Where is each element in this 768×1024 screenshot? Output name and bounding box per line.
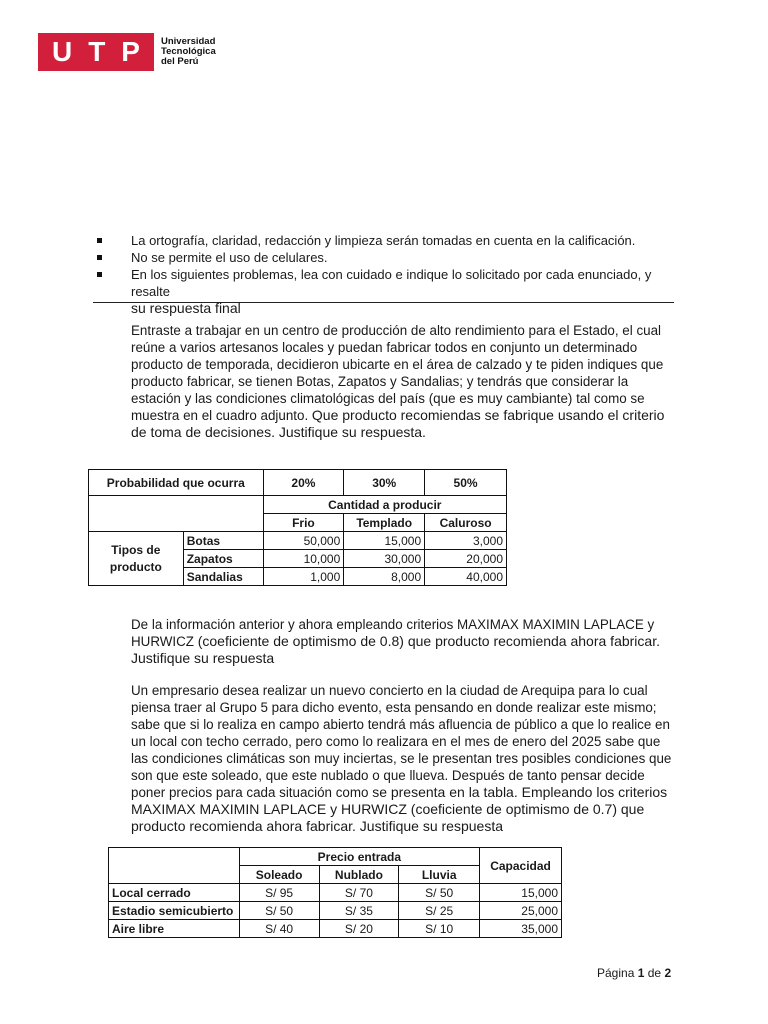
cell-value: 10,000 xyxy=(263,550,344,568)
page-number: 1 xyxy=(637,966,645,980)
logo-letter-p: P xyxy=(121,36,140,67)
row-label: Sandalias xyxy=(183,568,263,586)
logo-line: del Perú xyxy=(161,56,199,67)
probability-value: 30% xyxy=(344,470,425,496)
cell-value: 20,000 xyxy=(425,550,507,568)
probability-label: Probabilidad que ocurra xyxy=(89,470,264,496)
capacity-value: 25,000 xyxy=(480,902,562,920)
row-label: Aire libre xyxy=(109,920,240,938)
logo-mark xyxy=(38,33,154,71)
price-header: Precio entrada xyxy=(239,848,479,866)
production-table xyxy=(88,469,507,586)
concert-table xyxy=(108,847,562,938)
problem-3-text xyxy=(131,682,676,835)
column-header: Lluvia xyxy=(399,866,480,884)
page-footer xyxy=(597,966,671,980)
cell-value: S/ 25 xyxy=(399,902,480,920)
cell-value: 50,000 xyxy=(263,532,344,550)
cell-value: 1,000 xyxy=(263,568,344,586)
problem-2-statement: De la información anterior y ahora empleando criterios MAXIMAX MAXIMIN LAPLACE y HURWICZ xyxy=(131,617,655,649)
instructions-list xyxy=(95,232,685,317)
problem-1-question: Que producto recomiendas se fabrique usando el criterio de toma de decisiones. Justifique su respuesta. xyxy=(131,407,665,440)
instruction-text: La ortografía, claridad, redacción y limpieza serán tomadas en cuenta en la calificación. xyxy=(131,233,636,248)
probability-value: 50% xyxy=(425,470,507,496)
column-header: Caluroso xyxy=(425,514,507,532)
row-group-label: Tipos de producto xyxy=(89,532,184,586)
column-header: Soleado xyxy=(239,866,319,884)
row-label: Botas xyxy=(183,532,263,550)
probability-value: 20% xyxy=(263,470,344,496)
row-label: Estadio semicubierto xyxy=(109,902,240,920)
logo-letter-u: U xyxy=(51,36,73,67)
cell-value: 40,000 xyxy=(425,568,507,586)
cell-value: 15,000 xyxy=(344,532,425,550)
cell-value: S/ 40 xyxy=(239,920,319,938)
cell-value: S/ 20 xyxy=(319,920,399,938)
cell-value: S/ 35 xyxy=(319,902,399,920)
problem-3-statement: Un empresario desea realizar un nuevo concierto en la ciudad de Arequipa para lo cual piensa traer al Grupo 5 para dicho evento, esta pensando en donde realizar este mismo; sabe que si lo realiza en campo abierto tendrá más afluencia de público a que lo realice en un local con techo cerrado, pero como lo realizara en el mes de enero del 2025 sabe que las condiciones climáticas son muy inciertas, se le presentan tres posibles condiciones que son que este soleado, que este nublado o que llueva. Después de tanto pensar decide poner precios para cada situación como xyxy=(131,683,672,800)
column-header: Templado xyxy=(344,514,425,532)
page-label: Página xyxy=(597,966,635,980)
logo-text xyxy=(161,37,216,67)
capacity-value: 15,000 xyxy=(480,884,562,902)
instruction-item xyxy=(95,232,685,249)
logo-line: Universidad xyxy=(161,36,216,47)
problem-2-question: (coeficiente de optimismo de 0.8) que producto recomienda ahora fabricar. Justifique su respuesta xyxy=(131,633,660,666)
logo-letter-t: T xyxy=(88,36,106,67)
cell-value: S/ 50 xyxy=(399,884,480,902)
page-total: 2 xyxy=(664,966,672,980)
empty-cell xyxy=(89,496,264,532)
divider xyxy=(93,302,674,303)
page-of: de xyxy=(647,966,662,980)
instruction-item xyxy=(95,249,685,266)
problem-3-question: se presenta en la tabla. Empleando los criterios MAXIMAX MAXIMIN LAPLACE y HURWICZ (coeficiente de optimismo de 0.7) que producto recomienda ahora fabricar. Justifique su respuesta xyxy=(131,784,668,834)
cell-value: S/ 70 xyxy=(319,884,399,902)
row-label: Local cerrado xyxy=(109,884,240,902)
logo-line: Tecnológica xyxy=(161,46,216,57)
cell-value: S/ 95 xyxy=(239,884,319,902)
quantity-header: Cantidad a producir xyxy=(263,496,506,514)
instruction-text: En los siguientes problemas, lea con cuidado e indique lo solicitado por cada enunciado, y resalte xyxy=(131,267,652,299)
capacity-header: Capacidad xyxy=(480,848,562,884)
cell-value: S/ 10 xyxy=(399,920,480,938)
empty-cell xyxy=(109,848,240,884)
problem-1-text xyxy=(131,322,676,441)
column-header: Frio xyxy=(263,514,344,532)
problem-2-text xyxy=(131,616,676,667)
instruction-text: No se permite el uso de celulares. xyxy=(131,250,328,265)
row-label: Zapatos xyxy=(183,550,263,568)
problem-1-statement: Entraste a trabajar en un centro de producción de alto rendimiento para el Estado, el cual reúne a varios artesanos locales y puedan fabricar todos en conjunto un determinado producto de temporada, decidieron ubicarte en el área de calzado y te piden indiques que producto fabricar, se tienen Botas, Zapatos y Sandalias; y tendrás que considerar la estación y las condiciones climatológicas del país (que es muy cambiante) tal como se muestra en el cuadro adjunto. xyxy=(131,323,664,423)
instruction-text-continued: su respuesta final xyxy=(131,300,241,316)
capacity-value: 35,000 xyxy=(480,920,562,938)
cell-value: 30,000 xyxy=(344,550,425,568)
cell-value: 3,000 xyxy=(425,532,507,550)
cell-value: 8,000 xyxy=(344,568,425,586)
column-header: Nublado xyxy=(319,866,399,884)
utp-logo xyxy=(38,33,216,71)
instruction-item xyxy=(95,266,685,317)
cell-value: S/ 50 xyxy=(239,902,319,920)
